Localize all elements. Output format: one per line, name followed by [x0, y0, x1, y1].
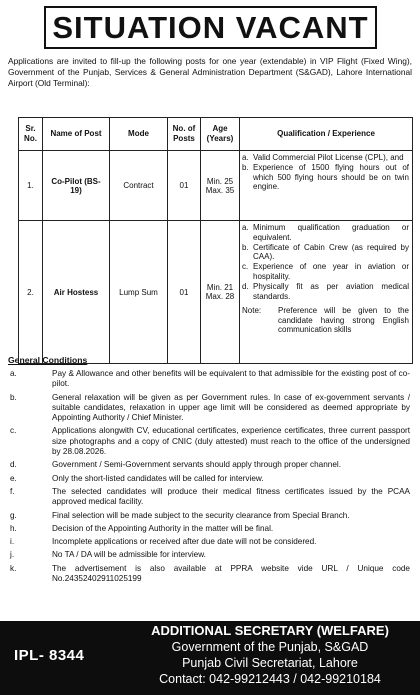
signature-address: Punjab Civil Secretariat, Lahore	[182, 656, 358, 670]
general-conditions-heading: General Conditions	[8, 355, 88, 365]
list-item	[10, 564, 410, 585]
qualification-item-text: Experience of one year in aviation or hospitality.	[253, 262, 409, 281]
note-text: Preference will be given to the candidate having strong English communication skills	[278, 306, 409, 335]
cell-qualification	[240, 151, 413, 221]
qualification-item	[242, 282, 409, 301]
condition-letter: e.	[10, 473, 17, 483]
condition-letter: a.	[10, 369, 17, 378]
qualification-item-letter: d.	[242, 282, 249, 292]
qualification-item-text: Minimum qualification graduation or equivalent.	[253, 223, 409, 242]
qualification-item-letter: b.	[242, 163, 249, 173]
cell-qualification	[240, 221, 413, 364]
qualification-note	[242, 306, 409, 335]
qualification-item-letter: c.	[242, 262, 249, 272]
list-item	[10, 369, 410, 390]
list-item	[10, 524, 410, 534]
header-age: Age (Years)	[201, 118, 240, 151]
qualification-item-letter: a.	[242, 223, 249, 232]
signature-department: Government of the Punjab, S&GAD	[171, 640, 369, 654]
header-qualification: Qualification / Experience	[240, 118, 413, 151]
list-item	[10, 474, 410, 484]
header-no-of-posts: No. of Posts	[168, 118, 201, 151]
ipl-number: IPL- 8344	[14, 647, 85, 664]
condition-letter: k.	[10, 563, 17, 573]
cell-mode: Lump Sum	[110, 221, 168, 364]
cell-post-name: Air Hostess	[43, 221, 110, 364]
condition-text: General relaxation will be given as per Government rules. In case of ex-government servants / suitable candidates, relaxation in upper age limit will be considered as deemed appropriate by Appointing Authority / Chief Minister.	[52, 392, 410, 423]
condition-text: The selected candidates will produce their medical fitness certificates issued by the PCAA approved medical facility.	[52, 486, 410, 507]
condition-text: The advertisement is also available at PPRA website vide URL / Unique code No.24352402911025199	[52, 563, 410, 584]
qualification-item	[242, 153, 409, 163]
cell-age: Min. 21 Max. 28	[201, 221, 240, 364]
cell-post-name: Co-Pilot (BS-19)	[43, 151, 110, 221]
qualification-item-letter: b.	[242, 242, 249, 252]
list-item	[10, 393, 410, 424]
header-name-of-post: Name of Post	[43, 118, 110, 151]
condition-letter: b.	[10, 392, 17, 402]
table-row	[19, 151, 413, 221]
conditions-list	[10, 369, 410, 587]
qualification-item-text: Experience of 1500 flying hours out of which 500 flying hours should be on twin engine.	[253, 163, 409, 192]
qualification-item	[242, 262, 409, 281]
condition-text: Only the short-listed candidates will be called for interview.	[52, 473, 264, 483]
qualification-item-text: Certificate of Cabin Crew (as required by CAA).	[253, 242, 409, 262]
footer-banner	[0, 621, 420, 695]
condition-text: Decision of the Appointing Authority in the matter will be final.	[52, 523, 274, 533]
table-header-row	[19, 118, 413, 151]
signature-contact: Contact: 042-99212443 / 042-99210184	[159, 672, 381, 686]
cell-mode: Contract	[110, 151, 168, 221]
intro-paragraph: Applications are invited to fill-up the following posts for one year (extendable) in VIP Flight (Fixed Wing), Government of the Punjab, Services & General Administration Department (S&GAD), Lahore International Airport (Old Terminal):	[8, 56, 412, 88]
page-title: SITUATION VACANT	[44, 6, 377, 49]
header-sr-no: Sr. No.	[19, 118, 43, 151]
condition-text: Pay & Allowance and other benefits will be equivalent to that admissible for the existing post of co-pilot.	[52, 369, 410, 389]
header-mode: Mode	[110, 118, 168, 151]
condition-letter: c.	[10, 426, 17, 436]
posts-table	[18, 117, 413, 364]
condition-letter: g.	[10, 510, 17, 520]
condition-text: Final selection will be made subject to the security clearance from Special Branch.	[52, 510, 350, 520]
list-item	[10, 550, 410, 560]
signature-block	[120, 623, 420, 687]
list-item	[10, 487, 410, 508]
condition-letter: i.	[10, 537, 15, 547]
condition-text: Incomplete applications or received after due date will not be considered.	[52, 537, 317, 547]
cell-sr: 1.	[19, 151, 43, 221]
qualification-item	[242, 243, 409, 262]
qualification-item-text: Valid Commercial Pilot License (CPL), and	[253, 153, 404, 162]
condition-text: No TA / DA will be admissible for interview.	[52, 550, 206, 560]
condition-letter: f.	[10, 486, 15, 496]
list-item	[10, 537, 410, 547]
condition-text: Government / Semi-Government servants should apply through proper channel.	[52, 460, 341, 470]
list-item	[10, 460, 410, 470]
cell-sr: 2.	[19, 221, 43, 364]
cell-age: Min. 25 Max. 35	[201, 151, 240, 221]
list-item	[10, 426, 410, 457]
condition-letter: d.	[10, 460, 17, 470]
qualification-item-letter: a.	[242, 153, 249, 162]
list-item	[10, 511, 410, 521]
signature-title: ADDITIONAL SECRETARY (WELFARE)	[151, 623, 389, 638]
qualification-item	[242, 223, 409, 242]
cell-posts: 01	[168, 151, 201, 221]
condition-text: Applications alongwith CV, educational certificates, experience certificates, three current passport size photographs and a copy of CNIC (duly attested) must reach to the office of the undersigned by 28.08.2026.	[52, 426, 410, 457]
qualification-item	[242, 163, 409, 192]
cell-posts: 01	[168, 221, 201, 364]
table-row	[19, 221, 413, 364]
qualification-item-text: Physically fit as per aviation medical standards.	[253, 282, 409, 301]
note-label: Note:	[242, 306, 262, 316]
condition-letter: j.	[10, 550, 15, 560]
condition-letter: h.	[10, 523, 17, 533]
